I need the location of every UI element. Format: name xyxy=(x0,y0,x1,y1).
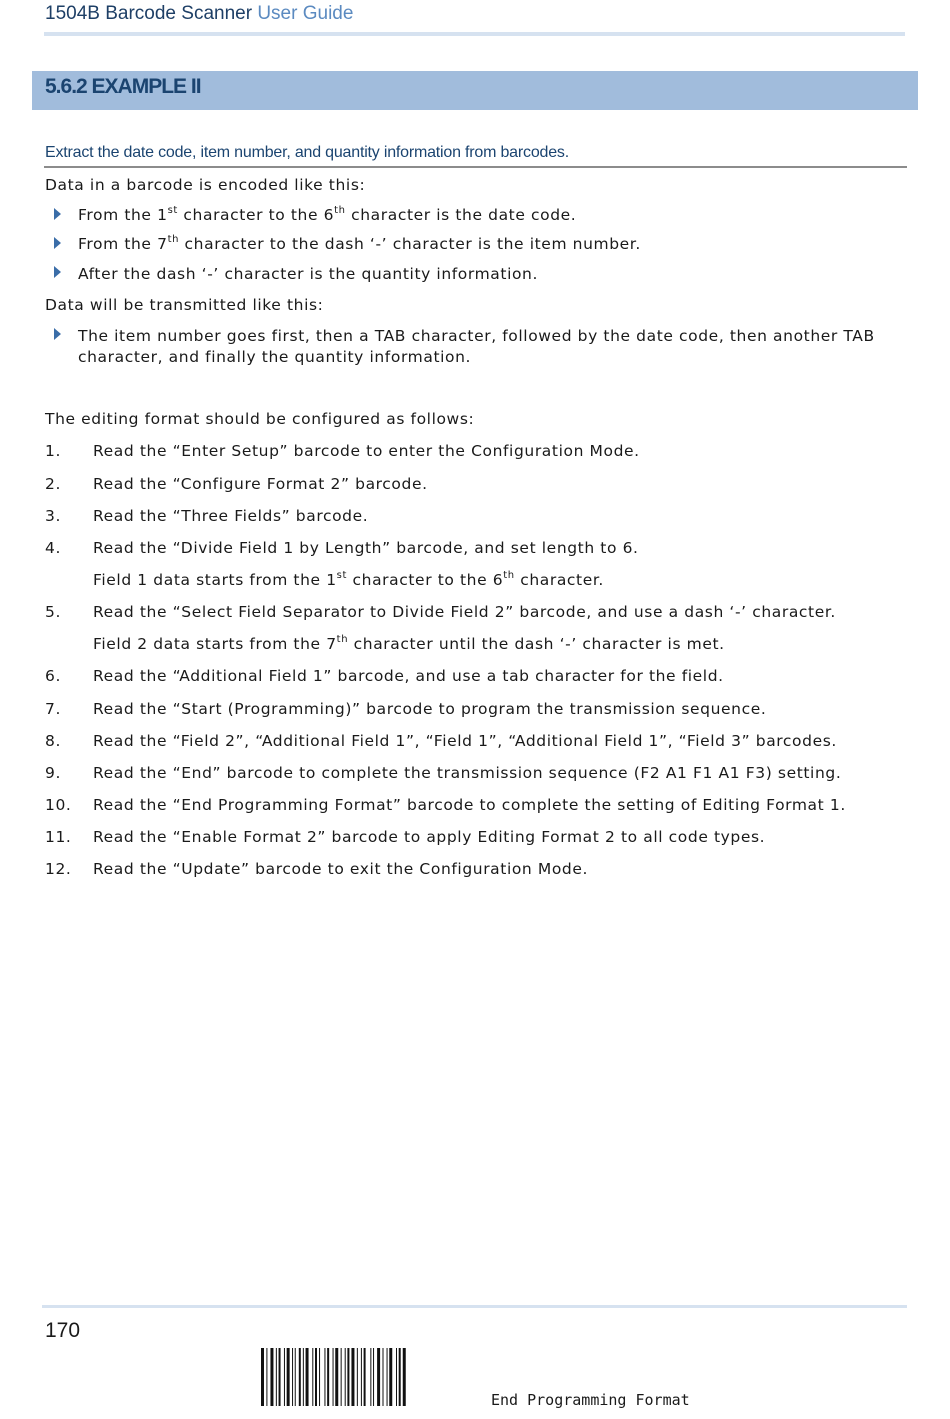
barcode-bar xyxy=(396,1348,397,1406)
running-header xyxy=(45,3,353,25)
example-subtitle: Extract the date code, item number, and quantity information from barcodes. xyxy=(45,144,569,161)
step-text: Read the “Select Field Separator to Divide Field 2” barcode, and use a dash ‘-’ character. xyxy=(93,603,836,621)
bullet-triangle-icon xyxy=(54,266,61,278)
step-text: Read the “Configure Format 2” barcode. xyxy=(93,475,428,493)
step-number: 3. xyxy=(45,507,61,525)
barcode-bar xyxy=(333,1348,334,1406)
step-number: 5. xyxy=(45,603,61,621)
step-text: Read the “Update” barcode to exit the Configuration Mode. xyxy=(93,860,589,878)
section-title: 5.6.2 EXAMPLE II xyxy=(45,75,201,98)
barcode-bar xyxy=(351,1348,354,1406)
barcode-bar xyxy=(295,1348,296,1406)
step-number: 9. xyxy=(45,764,61,782)
barcode-bar xyxy=(399,1348,401,1406)
barcode-image xyxy=(261,1348,457,1406)
step-text: Read the “Divide Field 1 by Length” barcode, and set length to 6. xyxy=(93,539,639,557)
barcode-bar xyxy=(383,1348,384,1406)
barcode-bar xyxy=(389,1348,392,1406)
barcode-bar xyxy=(373,1348,374,1406)
barcode-bar xyxy=(284,1348,285,1406)
step-5-note: Field 2 data starts from the 7th character until the dash ‘-’ character is met. xyxy=(93,633,725,653)
barcode-bar xyxy=(303,1348,304,1406)
step-text: Read the “Additional Field 1” barcode, and use a tab character for the field. xyxy=(93,667,724,685)
barcode-bar xyxy=(306,1348,309,1406)
page-number: 170 xyxy=(45,1319,81,1342)
step-number: 8. xyxy=(45,732,61,750)
barcode-bar xyxy=(377,1348,380,1406)
encoding-bullet-1: From the 1st character to the 6th character is the date code. xyxy=(78,204,577,224)
step-number: 7. xyxy=(45,700,61,718)
step-number: 12. xyxy=(45,860,72,878)
bullet-triangle-icon xyxy=(54,237,61,249)
encoding-bullet-3: After the dash ‘-’ character is the quantity information. xyxy=(78,265,539,283)
footer-divider xyxy=(42,1305,907,1308)
step-text: Read the “Start (Programming)” barcode to program the transmission sequence. xyxy=(93,700,767,718)
step-number: 1. xyxy=(45,442,61,460)
barcode-bar xyxy=(266,1348,267,1406)
step-text: Read the “End” barcode to complete the transmission sequence (F2 A1 F1 A1 F3) setting. xyxy=(93,764,842,782)
barcode-bar xyxy=(361,1348,362,1406)
step-4-note: Field 1 data starts from the 1st character to the 6th character. xyxy=(93,569,604,589)
barcode-bar xyxy=(299,1348,301,1406)
barcode-bar xyxy=(403,1348,406,1406)
barcode-bar xyxy=(347,1348,349,1406)
barcode-label: End Programming Format xyxy=(491,1391,690,1409)
barcode-bar xyxy=(357,1348,358,1406)
barcode-bar xyxy=(276,1348,277,1406)
config-intro: The editing format should be configured as follows: xyxy=(45,410,475,428)
step-text: Read the “End Programming Format” barcode to complete the setting of Editing Format 1. xyxy=(93,796,846,814)
barcode-bar xyxy=(270,1348,273,1406)
barcode-bar xyxy=(364,1348,366,1406)
header-divider xyxy=(44,32,905,36)
barcode-bar xyxy=(387,1348,388,1406)
step-number: 6. xyxy=(45,667,61,685)
barcode-bar xyxy=(335,1348,338,1406)
step-number: 10. xyxy=(45,796,72,814)
barcode-bar xyxy=(319,1348,320,1406)
barcode-bar xyxy=(287,1348,290,1406)
barcode-bar xyxy=(345,1348,346,1406)
header-guide: User Guide xyxy=(257,3,354,24)
step-text: Read the “Three Fields” barcode. xyxy=(93,507,369,525)
step-number: 4. xyxy=(45,539,61,557)
barcode-bar xyxy=(292,1348,293,1406)
bullet-triangle-icon xyxy=(54,208,61,220)
step-text: Read the “Enter Setup” barcode to enter the Configuration Mode. xyxy=(93,442,640,460)
barcode-bar xyxy=(261,1348,264,1406)
barcode-bar xyxy=(370,1348,371,1406)
transmission-bullet-line-2: character, and finally the quantity information. xyxy=(78,348,472,366)
bullet-triangle-icon xyxy=(54,328,61,340)
barcode-bar xyxy=(315,1348,317,1406)
step-number: 11. xyxy=(45,828,72,846)
barcode-bar xyxy=(341,1348,342,1406)
step-number: 2. xyxy=(45,475,61,493)
subtitle-divider xyxy=(44,166,907,168)
encoding-intro: Data in a barcode is encoded like this: xyxy=(45,176,366,194)
barcode-bar xyxy=(327,1348,329,1406)
step-text: Read the “Field 2”, “Additional Field 1”, “Field 1”, “Additional Field 1”, “Field 3” barcodes. xyxy=(93,732,837,750)
transmission-intro: Data will be transmitted like this: xyxy=(45,296,324,314)
barcode-bar xyxy=(279,1348,281,1406)
step-text: Read the “Enable Format 2” barcode to apply Editing Format 2 to all code types. xyxy=(93,828,766,846)
header-product: 1504B Barcode Scanner xyxy=(45,3,253,24)
barcode-bar xyxy=(324,1348,325,1406)
transmission-bullet-line-1: The item number goes first, then a TAB character, followed by the date code, then another TAB xyxy=(78,327,875,345)
barcode-bar xyxy=(312,1348,313,1406)
encoding-bullet-2: From the 7th character to the dash ‘-’ character is the item number. xyxy=(78,233,641,253)
